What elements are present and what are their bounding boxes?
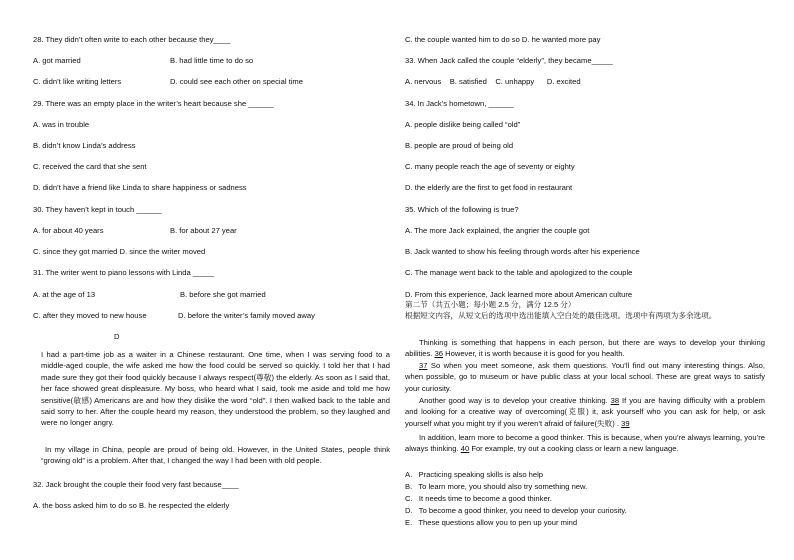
- q34-option-b: B. people are proud of being old: [405, 141, 514, 150]
- passage-label: D: [114, 332, 120, 341]
- q32-options-ab: A. the boss asked him to do so B. he respected the elderly: [33, 501, 230, 510]
- q34-option-c: C. many people reach the age of seventy or eighty: [405, 162, 575, 171]
- q30-options-cd: C. since they got married D. since the writer moved: [33, 247, 206, 256]
- q29-option-d: D. didn’t have a friend like Linda to share happiness or sadness: [33, 183, 247, 192]
- q31-option-a: A. at the age of 13: [33, 290, 96, 299]
- q33-stem: 33. When Jack called the couple “elderly”, they became_____: [405, 56, 613, 65]
- q31-option-c: C. after they moved to new house: [33, 311, 147, 320]
- cloze-paragraph-4: [405, 432, 765, 455]
- blank-37: 37: [419, 361, 428, 370]
- q31-option-b: B. before she got married: [180, 290, 266, 299]
- cloze-paragraph-3: [405, 395, 765, 429]
- q32-options-cd: C. the couple wanted him to do so D. he wanted more pay: [405, 35, 601, 44]
- q34-stem: 34. In Jack’s hometown, ______: [405, 99, 514, 108]
- blank-38: 38: [610, 396, 620, 405]
- cloze-paragraph-2: [405, 360, 765, 394]
- cloze-text: However, it is worth because it is good for you health.: [445, 349, 625, 359]
- blank-40: 40: [460, 444, 470, 454]
- q30-stem: 30. They haven’t kept in touch ______: [33, 205, 162, 214]
- q35-option-b: B. Jack wanted to show his feeling through words after his experience: [405, 247, 640, 256]
- option-d: D. To become a good thinker, you need to develop your curiosity.: [405, 506, 627, 515]
- q35-stem: 35. Which of the following is true?: [405, 205, 519, 214]
- q29-option-b: B. didn’t know Linda’s address: [33, 141, 136, 150]
- passage-d-paragraph-2: In my village in China, people are proud of being old. However, in the United States, people think “growing old” is a problem. After that, I changed the way I had been with old people.: [41, 445, 390, 466]
- q30-option-a: A. for about 40 years: [33, 226, 104, 235]
- cloze-text: If you are having difficulty with a problem and looking for a creative way of overcoming(克服) it, ask yourself who you can ask for help, or ask yourself what you might try if you weren’t afraid of failure(失败) .: [405, 396, 765, 428]
- option-b: B. To learn more, you should also try something new.: [405, 482, 588, 491]
- q28-option-a: A. got married: [33, 56, 81, 65]
- cloze-text: So when you meet someone, ask them questions. You’ll find out many interesting things. Also, when possible, go to museum or have public class at your local school. These are great ways to satisfy your curiosity.: [405, 361, 765, 393]
- section-instructions: 根据短文内容，从短文后的选项中选出能填入空白处的最佳选项。选项中有两项为多余选项。: [405, 311, 717, 320]
- q28-option-d: D. could see each other on special time: [170, 77, 303, 86]
- option-e: E. These questions allow you to pen up your mind: [405, 518, 578, 527]
- cloze-text: For example, try out a cooking class or learn a new language.: [471, 444, 679, 454]
- q29-option-a: A. was in trouble: [33, 120, 90, 129]
- q35-option-d: D. From this experience, Jack learned more about American culture: [405, 290, 633, 299]
- q33-options: A. nervous B. satisfied C. unhappy D. excited: [405, 77, 581, 86]
- q28-stem: 28. They didn’t often write to each other because they____: [33, 35, 231, 44]
- q34-option-d: D. the elderly are the first to get food in restaurant: [405, 183, 573, 192]
- q34-option-a: A. people dislike being called “old”: [405, 120, 521, 129]
- blank-36: 36: [434, 349, 444, 359]
- cloze-text: Another good way is to develop your creative thinking.: [419, 396, 608, 405]
- q29-option-c: C. received the card that she sent: [33, 162, 147, 171]
- passage-d-paragraph-1: I had a part-time job as a waiter in a Chinese restaurant. One time, when I was serving food to a middle-aged couple, the wife asked me how the food could be served so quickly. I told her that I had made sure they got their food quickly because I always respect(尊敬) the elderly. As soon as I said that, her face showed great displeasure. My boss, who heard what I said, took me aside and told me how sensitive(敏感) Americans are and how they dislike the word “old”. I then walked back to the table and said sorry to her. After the couple heard my reason, they understood the problem, so they laughed and were no longer angry.: [41, 350, 390, 428]
- cloze-paragraph-1: [405, 337, 765, 360]
- q28-option-c: C. didn’t like writing letters: [33, 77, 122, 86]
- cloze-text: In addition, learn more to become a good thinker. This is because, when you’re always learning, you’re always thinking.: [405, 433, 765, 454]
- section-title: 第二节（共五小题；每小题 2.5 分，满分 12.5 分）: [405, 300, 576, 309]
- q28-option-b: B. had little time to do so: [170, 56, 254, 65]
- option-a: A. Practicing speaking skills is also help: [405, 470, 544, 479]
- q30-option-b: B. for about 27 year: [170, 226, 237, 235]
- q31-option-d: D. before the writer’s family moved away: [178, 311, 315, 320]
- q31-stem: 31. The writer went to piano lessons with Linda _____: [33, 268, 214, 277]
- q35-option-c: C. The manage went back to the table and apologized to the couple: [405, 268, 633, 277]
- q32-stem: 32. Jack brought the couple their food very fast because____: [33, 480, 239, 489]
- cloze-text: Thinking is something that happens in each person, but there are ways to develop your thinking abilities.: [405, 338, 765, 359]
- q35-option-a: A. The more Jack explained, the angrier the couple got: [405, 226, 590, 235]
- q29-stem: 29. There was an empty place in the writer’s heart because she ______: [33, 99, 274, 108]
- blank-39: 39: [621, 418, 630, 428]
- option-c: C. It needs time to become a good thinker.: [405, 494, 552, 503]
